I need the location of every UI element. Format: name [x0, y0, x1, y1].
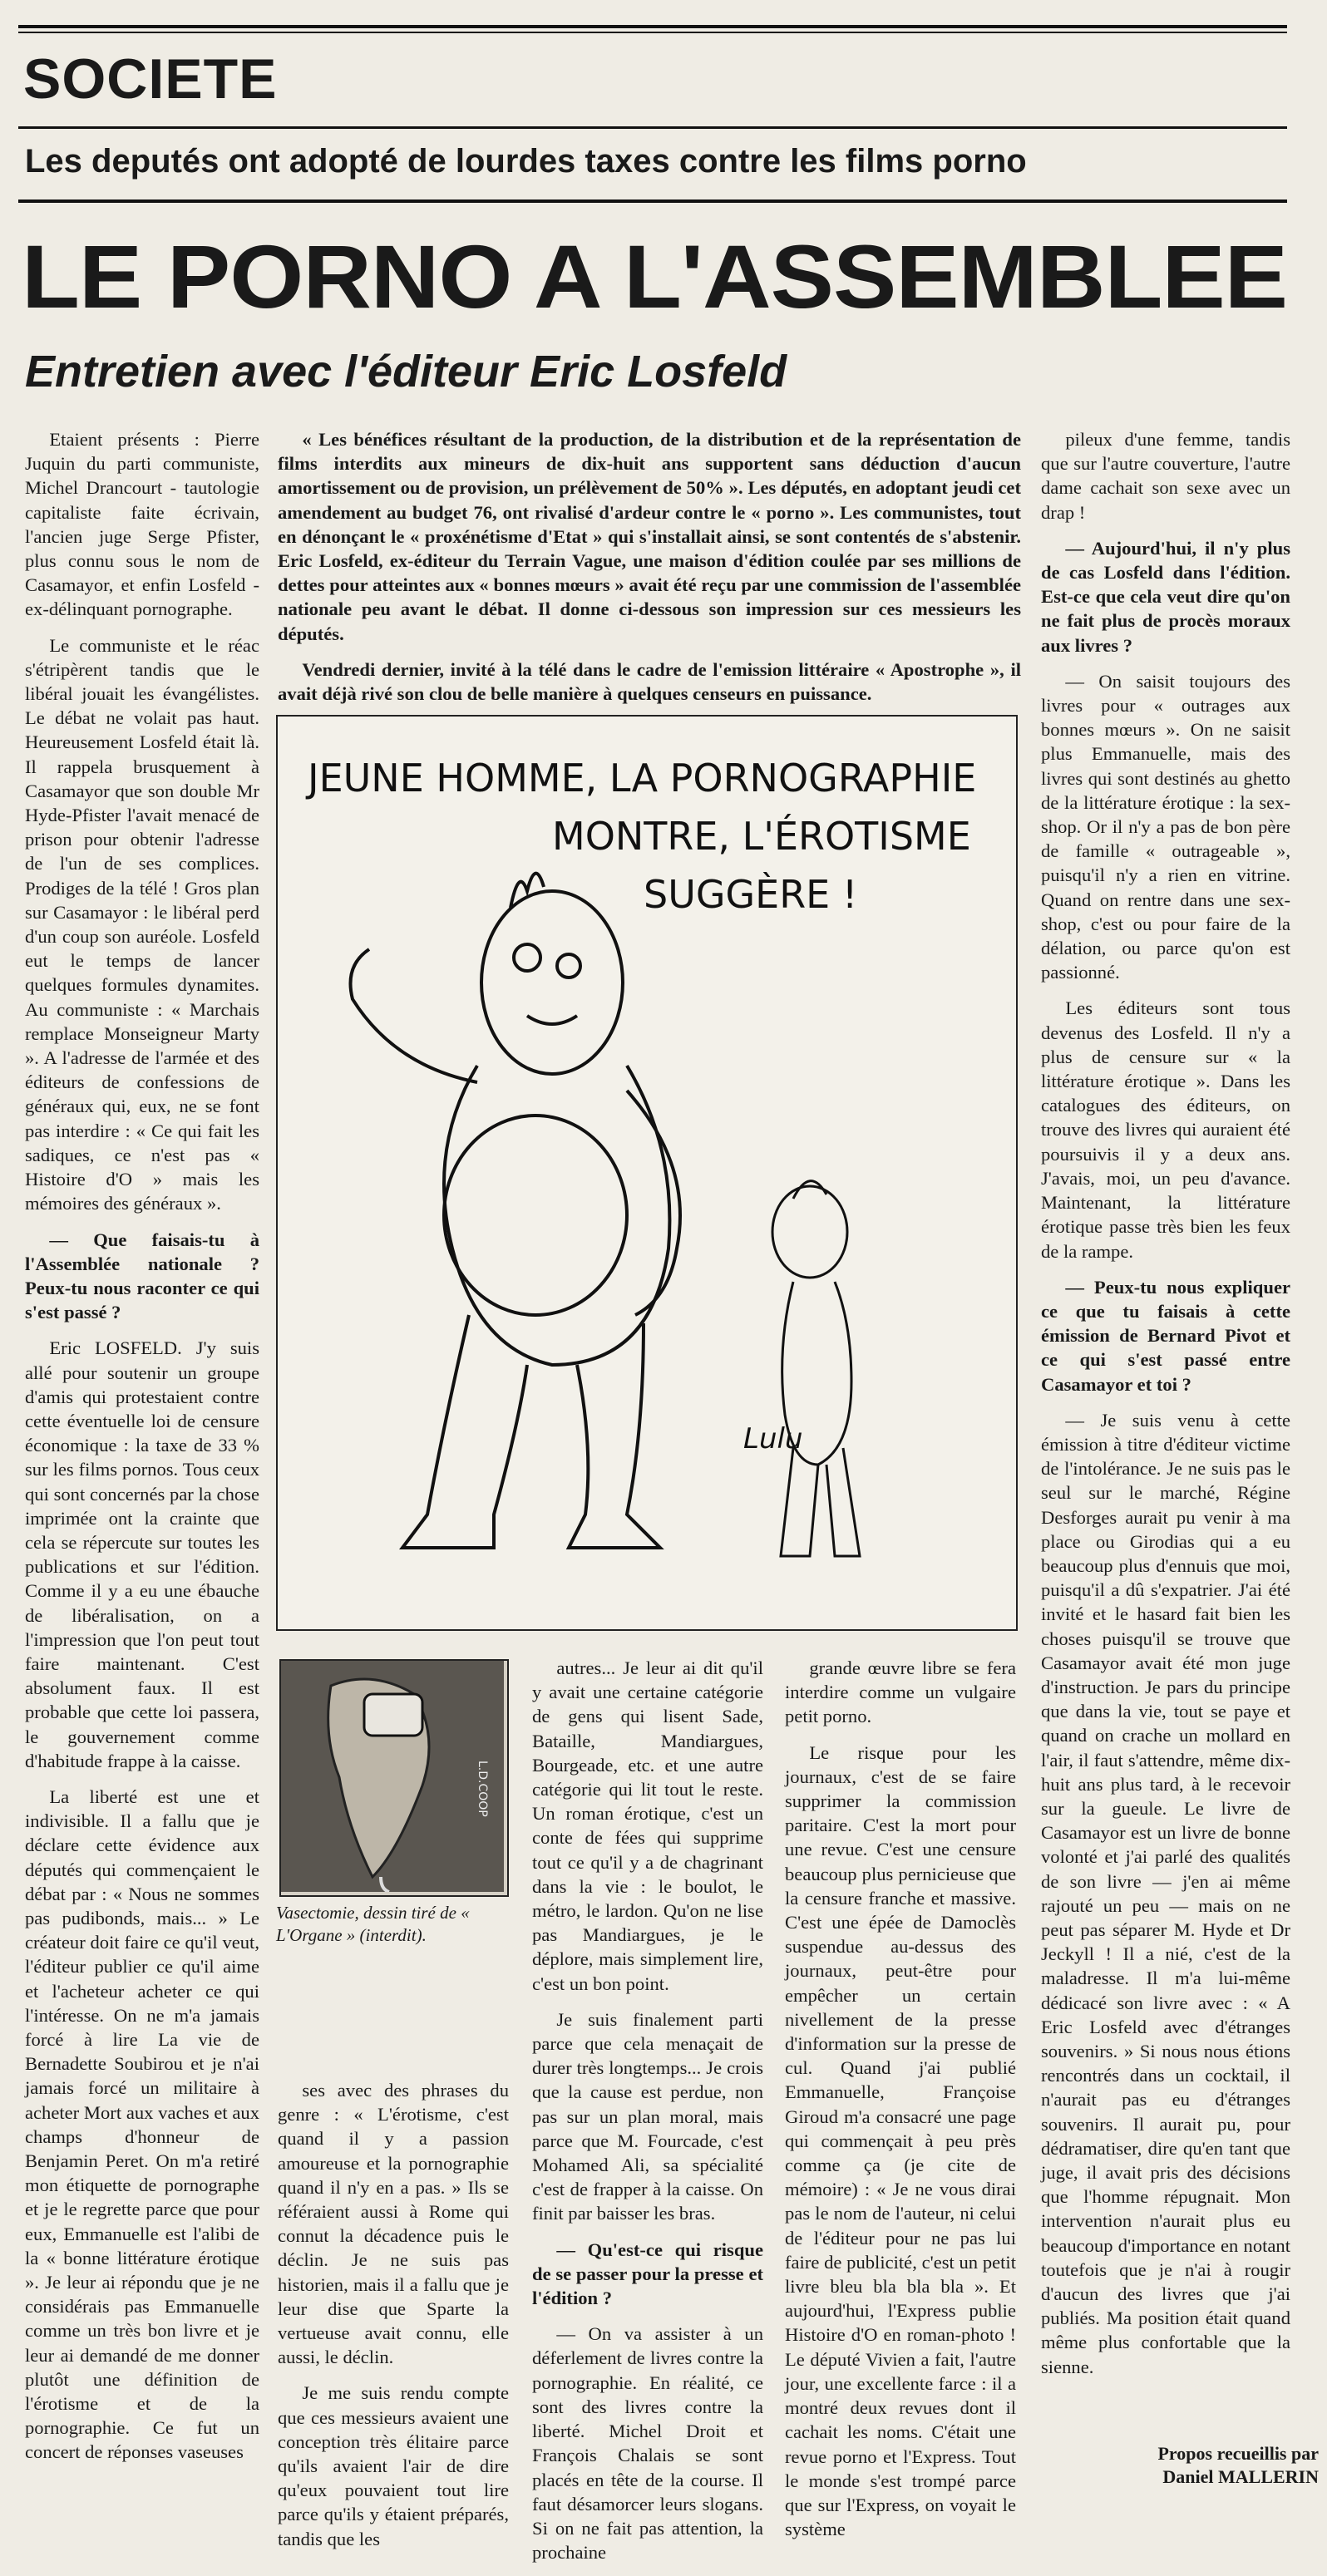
body-paragraph: ses avec des phrases du genre : « L'érotisme, c'est quand il y a passion amoureuse et la pornographie quand il n'y en a pas. » Ils se référaient aussi à Rome qui connut la décadence puis le déclin. Je ne suis pas historien, mais il a fallu que je leur dise que Sparte la vertueuse avait connu, elle aussi, le déclin.: [278, 2080, 509, 2368]
section-rule: [18, 126, 1287, 129]
body-paragraph: Je suis finalement parti parce que cela menaçait de durer très longtemps... Je crois que la cause est perdue, non pas sur un plan moral, mais parce que M. Fourcade, c'est Mohamed Ali, sa spécialité c'est de frapper à la caisse. On finit par baisser les bras.: [532, 2008, 763, 2224]
cartoon-drawing: [278, 717, 1013, 1626]
body-paragraph: Etaient présents : Pierre Juquin du parti communiste, Michel Drancourt - tautologie capitaliste faite écrivain, l'ancien juge Serge Pfister, plus connu sous le nom de Casamayor, et enfin Losfeld - ex-délinquant pornographe.: [25, 429, 259, 620]
cartoon-text-line2: MONTRE, L'ÉROTISME: [552, 814, 971, 859]
column-4: [785, 1656, 1016, 2553]
credit: [1019, 2442, 1319, 2489]
kicker-rule: [18, 199, 1287, 203]
question-paragraph: — Qu'est-ce qui risque de se passer pour la presse et l'édition ?: [532, 2239, 763, 2309]
column-2: [278, 2078, 509, 2563]
vasectomy-caption: Vasectomie, dessin tiré de « L'Organe » (interdit).: [276, 1903, 470, 1945]
body-paragraph: Les éditeurs sont tous devenus des Losfeld. Il n'y a plus de censure sur « la littérature érotique ». Dans les catalogues des éditeurs, on trouve des livres qui auraient été poursuivis il y a deux ans. J'avais, moi, un peu d'avance. Maintenant, la littérature érotique passe très bien les feux de la rampe.: [1041, 997, 1290, 1262]
body-paragraph: — Je suis venu à cette émission à titre d'éditeur victime de l'intolérance. Je ne suis pas le seul sur le marché, Régine Desforges aurait pu venir à ma place ou Girodias qui a eu beaucoup plus d'ennuis que moi, puisqu'il a dû s'expatrier. J'ai été invité et le hasard fait bien les choses puisqu'il se trouve que Casamayor avait été mon juge d'instruction. Je pars du principe que dans la vie, tout se paye et quand on crache un mollard en l'air, il faut s'attendre, même dix-huit ans plus tard, à le recevoir sur la gueule. Le livre de Casamayor est un livre de bonne volonté et j'ai parlé des qualités de son livre — j'en ai même rajouté un peu — mais on ne peut pas séparer M. Hyde et Dr Jeckyll ! Il a nié, c'est de la maladresse. Il m'a lui-même dédicacé son livre avec : « A Eric Losfeld avec d'étranges souvenirs. » Si nous nous étions rencontrés dans un cocktail, il n'aurait pas eu d'étranges souvenirs. Il aurait pu, pour dédramatiser, dire qu'en tant que juge, il avait pris des décisions que l'homme répugnait. Mon intervention n'aurait plus eu beaucoup d'importance en notant toutefois que je n'ai à rougir d'aucun des livres que j'ai publiés. Ma position était quand même plus confortable que la sienne.: [1041, 1409, 1290, 2377]
body-paragraph: grande œuvre libre se fera interdire comme un vulgaire petit porno.: [785, 1657, 1016, 1727]
vasectomy-drawing: [281, 1661, 504, 1892]
intro-paragraph-1: « Les bénéfices résultant de la production, de la distribution et de la représentation de films interdits aux mineurs de dix-huit ans supportent sans déduction d'aucun amortissement ou de provision, un prélèvement de 50% ». Les députés, en adoptant jeudi cet amendement au budget 76, ont rivalisé d'ardeur contre le « porno ». Les communistes, tout en dénonçant le « proxénétisme d'Etat » qui s'installait ainsi, se sont contentés de s'abstenir. Eric Losfeld, ex-éditeur du Terrain Vague, une maison d'édition coulée par ses millions de dettes pour atteintes aux « bonnes mœurs » avait été reçu par une commission de l'assemblée nationale peu avant le débat. Il donne ci-dessous son impression sur ces messieurs les députés.: [278, 429, 1021, 644]
question-paragraph: — Peux-tu nous expliquer ce que tu faisais à cette émission de Bernard Pivot et ce qui s'est passé entre Casamayor et toi ?: [1041, 1276, 1290, 1395]
top-rule-thin: [18, 32, 1287, 33]
body-paragraph: — On va assister à un déferlement de livres contre la pornographie. En réalité, ce sont des livres contre la liberté. Michel Droit et François Chalais se sont placés en tête de la course. Il faut désamorcer leurs slogans. Si on ne fait pas attention, la prochaine: [532, 2323, 763, 2564]
section-title: SOCIETE: [23, 47, 278, 111]
top-rule: [18, 25, 1287, 28]
credit-line-2: Daniel MALLERIN: [1162, 2466, 1319, 2487]
vasectomy-illustration: [279, 1659, 509, 1897]
body-paragraph: Je me suis rendu compte que ces messieurs avaient une conception très élitaire parce qu'ils avaient l'air de dire qu'eux pouvaient tout lire parce qu'ils y étaient préparés, tandis que les: [278, 2382, 509, 2549]
body-paragraph: — On saisit toujours des livres pour « outrages aux bonnes mœurs ». On ne saisit plus Emmanuelle, mais des livres qui sont destinés au ghetto de la littérature érotique : la sex-shop. Or il n'y a pas de bon père de famille « outrageable », puisqu'il n'y a rien en vitrine. Quand on rentre dans une sex-shop, c'est ou pour faire de la délation, ou parce qu'on est passionné.: [1041, 670, 1290, 983]
column-3: [532, 1656, 763, 2576]
intro-paragraph-2: Vendredi dernier, invité à la télé dans le cadre de l'emission littéraire « Apostrophe », il avait déjà rivé son clou de belle manière à quelques censeurs en puissance.: [278, 658, 1021, 705]
deck: Entretien avec l'éditeur Eric Losfeld: [25, 347, 787, 396]
cartoon-signature: Lulu: [743, 1422, 803, 1455]
kicker: Les deputés ont adopté de lourdes taxes contre les films porno: [25, 143, 1027, 180]
small-figure-drawing: [772, 1181, 860, 1556]
column-1: [25, 427, 259, 2497]
body-paragraph: Eric LOSFELD. J'y suis allé pour soutenir un groupe d'amis qui protestaient contre cette éventuelle loi de censure économique : la taxe de 33 % sur les films pornos. Tous ceux qui sont concernés par la chose imprimée ont la crainte que cela se répercute sur toutes les publications et sur l'édition. Comme il y a eu une ébauche de libéralisation, on a l'impression que l'on peut tout faire maintenant. C'est absolument faux. Il est probable que cette loi passera, le gouvernement comme d'habitude frappe à la caisse.: [25, 1337, 259, 1771]
cartoon-text-line3: SUGGÈRE !: [644, 872, 858, 917]
big-figure-drawing: [351, 874, 681, 1548]
body-paragraph: Le communiste et le réac s'étripèrent tandis que le libéral jouait les évangélistes. Le débat ne volait pas haut. Heureusement Losfeld était là. Il rappela brusquement à Casamayor que son double Mr Hyde-Pfister l'avait menacé de prison pour obtenir l'adresse de l'un de ses complices. Prodiges de la télé ! Gros plan sur Casamayor : le libéral perd d'un coup son auréole. Losfeld eut le temps de lancer quelques formules dynamites. Au communiste : « Marchais remplace Monseigneur Marty ». A l'adresse de l'armée et des éditeurs de confessions de généraux qui, eux, ne se font pas interdire : « Ce qui fait les sadiques, ce n'est pas « Histoire d'O » mais les mémoires des généraux ».: [25, 634, 259, 1214]
intro-block: [278, 427, 1021, 717]
headline: LE PORNO A L'ASSEMBLEE: [22, 226, 1287, 327]
vasectomy-signature: L.D.COOP: [476, 1761, 489, 1817]
body-paragraph: Le risque pour les journaux, c'est de se faire supprimer la commission paritaire. C'est la mort pour une revue. C'est une censure beaucoup plus pernicieuse que la censure franche et massive. C'est une épée de Damoclès suspendue au-dessus des journaux, peut-être pour empêcher un certain nivellement de la presse d'information sur la presse de cul. Quand j'ai publié Emmanuelle, Françoise Giroud m'a consacré une page qui commençait à peu près comme ça (je cite de mémoire) : « Je ne vous dirai pas le nom de l'auteur, ni celui de l'éditeur pour ne pas lui faire de publicité, c'est un petit livre bleu bla bla bla ». Et aujourd'hui, l'Express publie Histoire d'O en roman-photo ! Le député Vivien a fait, l'autre jour, une excellente farce : il a montré deux revues dont il cachait les noms. C'était une revue porno et l'Express. Tout le monde s'est trompé parce que sur l'Express, on voyait le système: [785, 1741, 1016, 2540]
cartoon-text-line1: JEUNE HOMME, LA PORNOGRAPHIE: [308, 756, 977, 800]
question-paragraph: — Aujourd'hui, il n'y plus de cas Losfeld dans l'édition. Est-ce que cela veut dire qu'on ne fait plus de procès moraux aux livres ?: [1041, 537, 1290, 656]
body-paragraph: pileux d'une femme, tandis que sur l'autre couverture, l'autre dame cachait son sexe avec un drap !: [1041, 429, 1290, 523]
credit-line-1: Propos recueillis par: [1157, 2443, 1319, 2464]
question-paragraph: — Que faisais-tu à l'Assemblée nationale ? Peux-tu nous raconter ce qui s'est passé ?: [25, 1229, 259, 1323]
column-5: [1041, 427, 1290, 2391]
body-paragraph: La liberté est une et indivisible. Il a fallu que je déclare cette évidence aux députés qui commençaient le débat par : « Nous ne sommes pas pudibonds, mais... » Le créateur doit faire ce qu'il veut, l'éditeur publier ce qu'il aime et l'acheteur acheter ce qui l'intéresse. On ne m'a jamais forcé à lire La vie de Bernadette Soubirou et je n'ai jamais forcé un militaire à acheter Mort aux vaches et aux champs d'honneur de Benjamin Peret. On m'a retiré mon étiquette de pornographe et je le regrette parce que pour eux, Emmanuelle est l'alibi de la « bonne littérature érotique ». Je leur ai répondu que je ne considérais pas Emmanuelle comme un très bon livre et je leur ai demandé de me donner plutôt une définition de l'érotisme et de la pornographie. Ce fut un concert de réponses vaseuses: [25, 1785, 259, 2463]
cartoon-illustration: [276, 715, 1018, 1631]
body-paragraph: autres... Je leur ai dit qu'il y avait une certaine catégorie de gens qui lisent Sade, Bataille, Mandiargues, Bourgeade, etc. et une autre catégorie qui lit tout le reste. Un roman érotique, c'est un conte de fées qui supprime tout ce qu'il y a de chagrinant dans la vie : le boulot, le métro, le lardon. Qu'on ne lise pas Mandiargues, je le déplore, mais simplement lire, c'est un bon point.: [532, 1657, 763, 1994]
